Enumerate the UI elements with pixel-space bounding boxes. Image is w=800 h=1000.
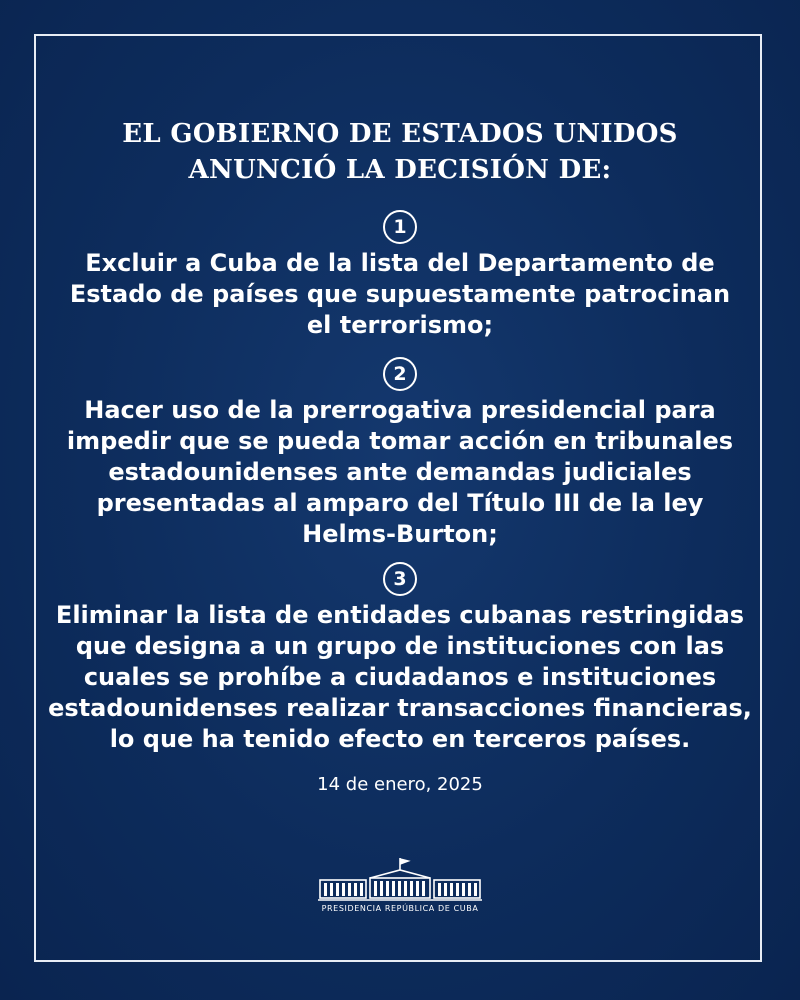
decision-item-1 bbox=[0, 210, 800, 341]
headline-line-1: EL GOBIERNO DE ESTADOS UNIDOS bbox=[122, 119, 678, 149]
headline-line-2: ANUNCIÓ LA DECISIÓN DE: bbox=[188, 155, 612, 185]
decision-text-3 bbox=[0, 600, 800, 755]
number-badge-1: 1 bbox=[383, 210, 417, 244]
decision-1-line-2: Estado de países que supuestamente patrocinan bbox=[69, 280, 731, 308]
headline bbox=[0, 116, 800, 188]
decision-item-2 bbox=[0, 357, 800, 550]
decision-1-line-3: el terrorismo; bbox=[306, 311, 494, 339]
decision-text-2 bbox=[0, 395, 800, 550]
number-badge-3: 3 bbox=[383, 562, 417, 596]
decision-2-line-5: Helms-Burton; bbox=[302, 520, 498, 548]
decision-2-line-2: impedir que se pueda tomar acción en tribunales bbox=[66, 427, 734, 455]
decision-item-3 bbox=[0, 562, 800, 755]
decision-3-line-3: cuales se prohíbe a ciudadanos e instituciones bbox=[83, 663, 717, 691]
logo-caption: PRESIDENCIA REPÚBLICA DE CUBA bbox=[321, 904, 479, 913]
decision-1-line-1: Excluir a Cuba de la lista del Departamento de bbox=[85, 249, 715, 277]
date-label: 14 de enero, 2025 bbox=[317, 774, 483, 795]
decision-3-line-4: estadounidenses realizar transacciones financieras, bbox=[48, 694, 752, 722]
decision-3-line-1: Eliminar la lista de entidades cubanas restringidas bbox=[55, 601, 745, 629]
decision-2-line-1: Hacer uso de la prerrogativa presidencial para bbox=[84, 396, 716, 424]
decision-3-line-5: lo que ha tenido efecto en terceros países. bbox=[109, 725, 691, 753]
decision-3-line-2: que designa a un grupo de instituciones con las bbox=[75, 632, 725, 660]
decision-text-1 bbox=[0, 248, 800, 341]
decision-2-line-3: estadounidenses ante demandas judiciales bbox=[108, 458, 692, 486]
number-badge-2: 2 bbox=[383, 357, 417, 391]
decision-2-line-4: presentadas al amparo del Título III de la ley bbox=[96, 489, 704, 517]
